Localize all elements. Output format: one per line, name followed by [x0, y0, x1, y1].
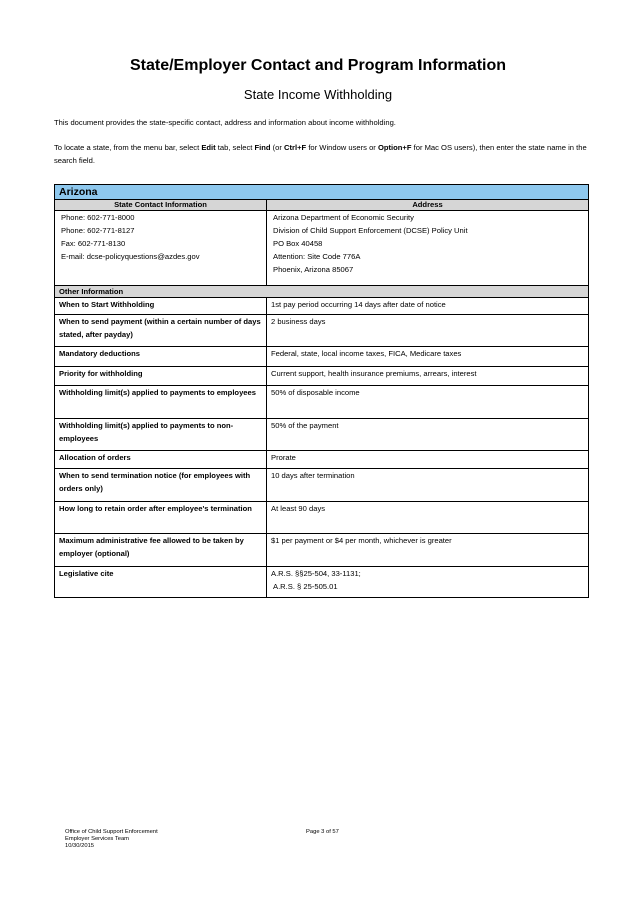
- row-label: Maximum administrative fee allowed to be taken by employer (optional): [55, 534, 267, 567]
- legislative-cite-line: A.R.S. § 25-505.01: [273, 582, 338, 591]
- ctrl-f-keyword: Ctrl+F: [284, 143, 307, 152]
- address-cell: [267, 211, 589, 286]
- row-label: Withholding limit(s) applied to payments to employees: [55, 386, 267, 419]
- instr-text: tab, select: [215, 143, 255, 152]
- footer-org-block: [65, 829, 158, 850]
- fax: Fax: 602-771-8130: [61, 239, 126, 248]
- search-instructions: [54, 142, 589, 167]
- table-row: [55, 534, 589, 567]
- footer-org: Office of Child Support Enforcement: [65, 829, 158, 835]
- table-row: [55, 419, 589, 451]
- contact-column-header: State Contact Information: [55, 200, 267, 211]
- row-value: 50% of disposable income: [267, 386, 589, 419]
- instr-text: To locate a state, from the menu bar, select: [54, 143, 202, 152]
- row-label: Priority for withholding: [55, 367, 267, 386]
- instr-text: (or: [270, 143, 285, 152]
- row-label: When to send termination notice (for employees with orders only): [55, 469, 267, 502]
- footer-date: 10/30/2015: [65, 843, 95, 849]
- address-line: Division of Child Support Enforcement (DCSE) Policy Unit: [273, 226, 468, 235]
- row-value: Federal, state, local income taxes, FICA, Medicare taxes: [267, 347, 589, 367]
- table-row: [55, 469, 589, 502]
- intro-paragraph: This document provides the state-specific contact, address and information about income withholding.: [54, 118, 396, 127]
- instr-text: for Window users or: [306, 143, 378, 152]
- address-column-header: Address: [267, 200, 589, 211]
- phone-1: Phone: 602-771-8000: [61, 213, 135, 222]
- table-row: [55, 386, 589, 419]
- row-value: 10 days after termination: [267, 469, 589, 502]
- row-value: 50% of the payment: [267, 419, 589, 451]
- legislative-cite-line: A.R.S. §§25-504, 33-1131;: [271, 569, 361, 578]
- other-information-header: Other Information: [55, 286, 589, 298]
- page-number: Page 3 of 57: [306, 829, 339, 835]
- page-subtitle: State Income Withholding: [243, 87, 393, 102]
- row-value: $1 per payment or $4 per month, whichever is greater: [267, 534, 589, 567]
- email: E-mail: dcse-policyquestions@azdes.gov: [61, 252, 200, 261]
- row-value: [267, 567, 589, 598]
- table-row: [55, 298, 589, 315]
- footer-team: Employer Services Team: [65, 836, 130, 842]
- table-row: [55, 567, 589, 598]
- state-info-table: [54, 184, 589, 598]
- row-value: Prorate: [267, 451, 589, 469]
- table-row: [55, 502, 589, 534]
- table-row: [55, 315, 589, 347]
- phone-2: Phone: 602-771-8127: [61, 226, 135, 235]
- table-row: [55, 367, 589, 386]
- row-value: At least 90 days: [267, 502, 589, 534]
- row-value: 1st pay period occurring 14 days after date of notice: [267, 298, 589, 315]
- address-line: Phoenix, Arizona 85067: [273, 265, 354, 274]
- row-label: Mandatory deductions: [55, 347, 267, 367]
- find-keyword: Find: [254, 143, 271, 152]
- row-value: 2 business days: [267, 315, 589, 347]
- address-line: Attention: Site Code 776A: [273, 252, 361, 261]
- contact-info-cell: [55, 211, 267, 286]
- row-label: When to Start Withholding: [55, 298, 267, 315]
- state-name-header: Arizona: [55, 185, 589, 200]
- row-label: How long to retain order after employee's termination: [55, 502, 267, 534]
- row-label: Withholding limit(s) applied to payments to non-employees: [55, 419, 267, 451]
- page-title: State/Employer Contact and Program Information: [129, 57, 507, 74]
- edit-keyword: Edit: [201, 143, 216, 152]
- row-value: Current support, health insurance premiums, arrears, interest: [267, 367, 589, 386]
- row-label: When to send payment (within a certain number of days stated, after payday): [55, 315, 267, 347]
- row-label: Legislative cite: [55, 567, 267, 598]
- table-row: [55, 451, 589, 469]
- table-row: [55, 347, 589, 367]
- option-f-keyword: Option+F: [377, 143, 412, 152]
- instr-text: for Mac OS users), then enter the state name in the search field.: [54, 143, 587, 165]
- address-line: Arizona Department of Economic Security: [273, 213, 414, 222]
- address-line: PO Box 40458: [273, 239, 323, 248]
- row-label: Allocation of orders: [55, 451, 267, 469]
